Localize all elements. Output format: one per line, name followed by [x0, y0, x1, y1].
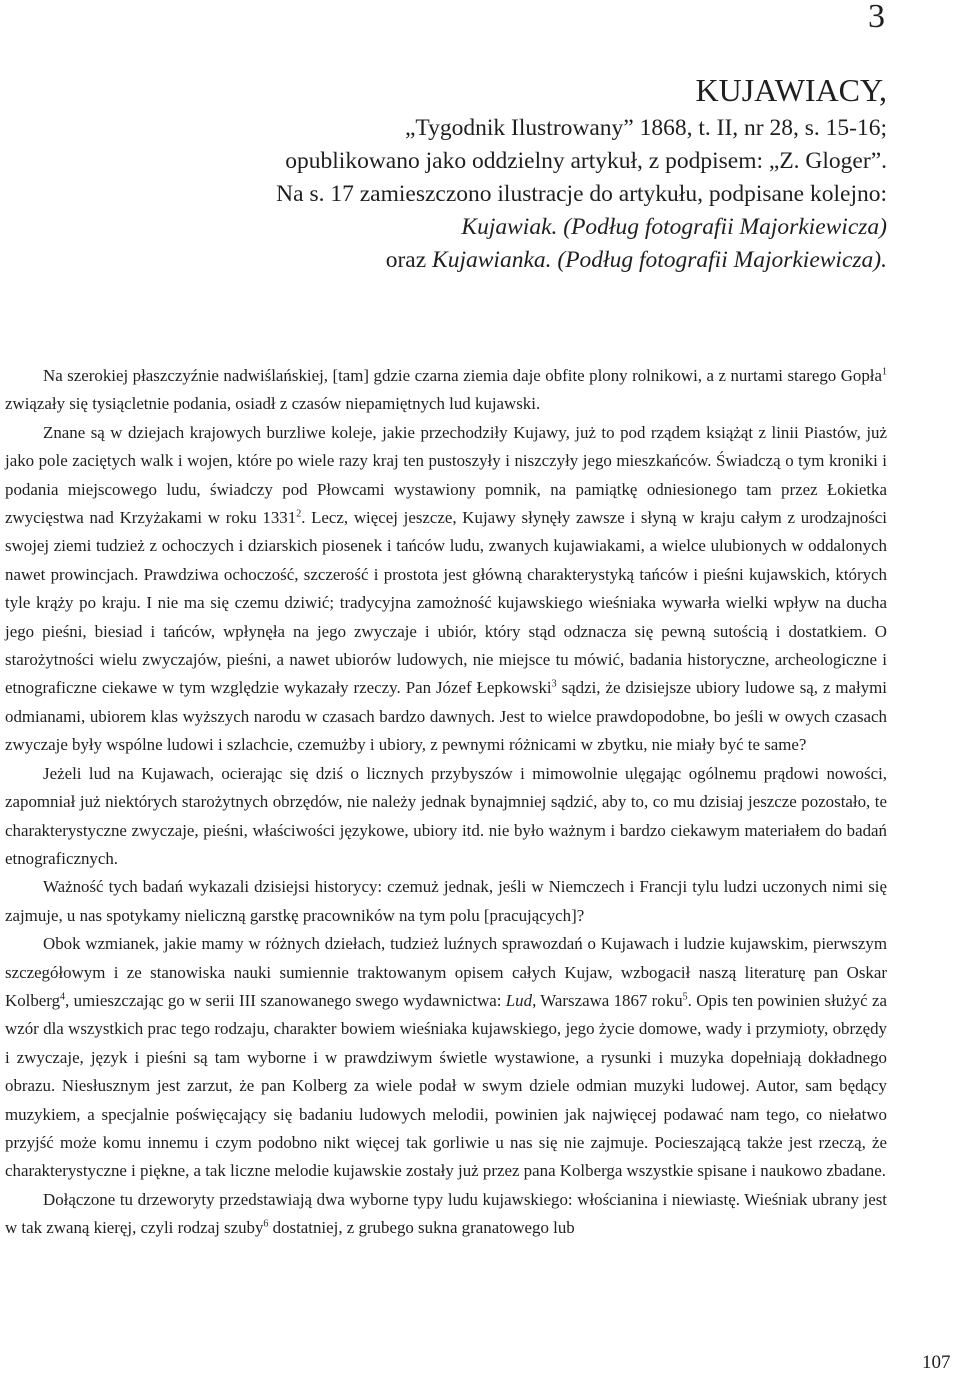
footnote-marker: 1	[882, 366, 887, 378]
paragraph-6: Dołączone tu drzeworyty przedstawiają dwa wyborne typy ludu kujawskiego: włościanina i niewiastę. Wieśniak ubrany jest w tak zwaną kieręj, czyli rodzaj szuby$^6$ dostatniej, z grubego sukna granatowego lub	[5, 1189, 887, 1238]
footnote-marker: 4	[60, 991, 66, 1003]
footnote-marker: 3	[551, 678, 557, 690]
chapter-header	[120, 70, 887, 277]
footnote-marker: 2	[296, 508, 302, 520]
source-line-2: opublikowano jako oddzielny artykuł, z podpisem: „Z. Gloger”.	[285, 148, 887, 174]
paragraph-5: Obok wzmianek, jakie mamy w różnych dziełach, tudzież luźnych sprawozdań o Kujawach i ludzie kujawskim, pierwszym szczegółowym i ze stanowiska nauki sumiennie traktowanym opisem całych Kujaw, wzbogacił naszą literaturę pan Oskar Kolberg$^4$, umieszczając go w serii III szanowanego swego wydawnictwa: Lud, Warszawa 1867 roku$^5$. Opis ten powinien służyć za wzór dla wszystkich prac tego rodzaju, charakter bowiem wieśniaka kujawskiego, jego życie domowe, wady i przymioty, obrzędy i zwyczaje, język i pieśni są tam wyborne i w prawdziwym świetle wystawione, a rysunki i muzyka dopełniają dokładnego obrazu. Niesłusznym jest zarzut, że pan Kolberg za wiele podał w swym dziele odmian muzyki ludowej. Autor, sam będący muzykiem, a specjalnie poświęcający się badaniu ludowych melodii, powinien jak najwięcej podawać nam tego, co niełatwo przyjść może komu innemu i czym podobno nikt więcej tak gorliwie u nas się nie zajmuje. Pocieszającą także jest rzeczą, że charakterystyczne i piękne, a tak liczne melodie kujawskie zostały już przez pana Kolberga wszystkie spisane i naukowo zbadane.	[5, 934, 887, 1181]
footnote-marker: 6	[263, 1218, 269, 1230]
paragraph-2: Znane są w dziejach krajowych burzliwe koleje, jakie przechodziły Kujawy, już to pod rządem książąt z linii Piastów, już jako pole zaciętych walk i wojen, które po wiele razy kraj ten pustoszyły i niszczyły jego mieszkańców. Świadczą o tym kroniki i podania miejscowego ludu, świadczy pod Płowcami wystawiony pomnik, na pamiątkę odniesionego tam przez Łokietka zwycięstwa nad Krzyżakami w roku 1331$^2$. Lecz, więcej jeszcze, Kujawy słynęły zawsze i słyną w kraju całym z urodzajności swojej ziemi tudzież z ochoczych i dziarskich piosenek i tańców ludu, zwanych kujawiakami, a wielce ulubionych w oddalonych nawet prowincjach. Prawdziwa ochoczość, szczerość i prostota jest główną charakterystyką tańców i pieśni kujawskich, których tyle krąży po kraju. I nie ma się czemu dziwić; tradycyjna zamożność kujawskiego wieśniaka wywarła wielki wpływ na ducha jego pieśni, biesiad i tańców, wpłynęła na jego zwyczaje i ubiór, który stąd odznacza się pewną sutością i dostatkiem. O starożytności wielu zwyczajów, pieśni, a nawet ubiorów ludowych, nie miejsce tu mówić, badania historyczne, archeologiczne i etnograficzne ciekawe w tym względzie wykazały rzeczy. Pan Józef Łepkowski$^3$ sądzi, że dzisiejsze ubiory ludowe są, z małymi odmianami, ubiorem klas wyższych narodu w czasach bardzo dawnych. Jest to wielce prawdopodobne, bo jeśli w owych czasach zwyczaje były wspólne ludowi i szlachcie, czemużby i ubiory, z pewnymi różnicami w zbytku, nie miały być te same?	[5, 422, 887, 755]
paragraph-3: Jeżeli lud na Kujawach, ocierając się dziś o licznych przybyszów i mimowolnie ulęgając ogólnemu prądowi nowości, zapomniał już niektórych starożytnych obrzędów, nie należy jednak bynajmniej sądzić, aby to, co mu dzisiaj jeszcze pozostało, te charakterystyczne zwyczaje, pieśni, właściwości językowe, ubiory itd. nie było ważnym i bardzo ciekawym materiałem do badań etnograficznych.	[5, 763, 887, 868]
chapter-number: 3	[868, 0, 885, 35]
paragraph-4: Ważność tych badań wykazali dzisiejsi historycy: czemuż jednak, jeśli w Niemczech i Francji tylu ludzi uczonych nimi się zajmuje, u nas spotykamy nieliczną garstkę pracowników na tym polu [pracujących]?	[5, 877, 887, 925]
source-line-3: Na s. 17 zamieszczono ilustracje do artykułu, podpisane kolejno:	[276, 181, 887, 207]
article-body	[5, 362, 887, 1243]
illustration-caption-2: oraz Kujawianka. (Podług fotografii Majorkiewicza).	[385, 247, 887, 273]
chapter-title: KUJAWIACY,	[695, 72, 887, 108]
paragraph-1: Na szerokiej płaszczyźnie nadwiślańskiej, [tam] gdzie czarna ziemia daje obfite plony rolnikowi, a z nurtami starego Gopła$^1$ związały się tysiącletnie podania, osiadł z czasów niepamiętnych lud kujawski.	[5, 366, 887, 414]
illustration-caption-1: Kujawiak. (Podług fotografii Majorkiewicza)	[461, 214, 887, 240]
source-line-1: „Tygodnik Ilustrowany” 1868, t. II, nr 28, s. 15-16;	[405, 115, 887, 141]
book-title: Lud	[505, 990, 533, 1010]
footnote-marker: 5	[682, 991, 688, 1003]
page-number: 107	[922, 1352, 951, 1373]
